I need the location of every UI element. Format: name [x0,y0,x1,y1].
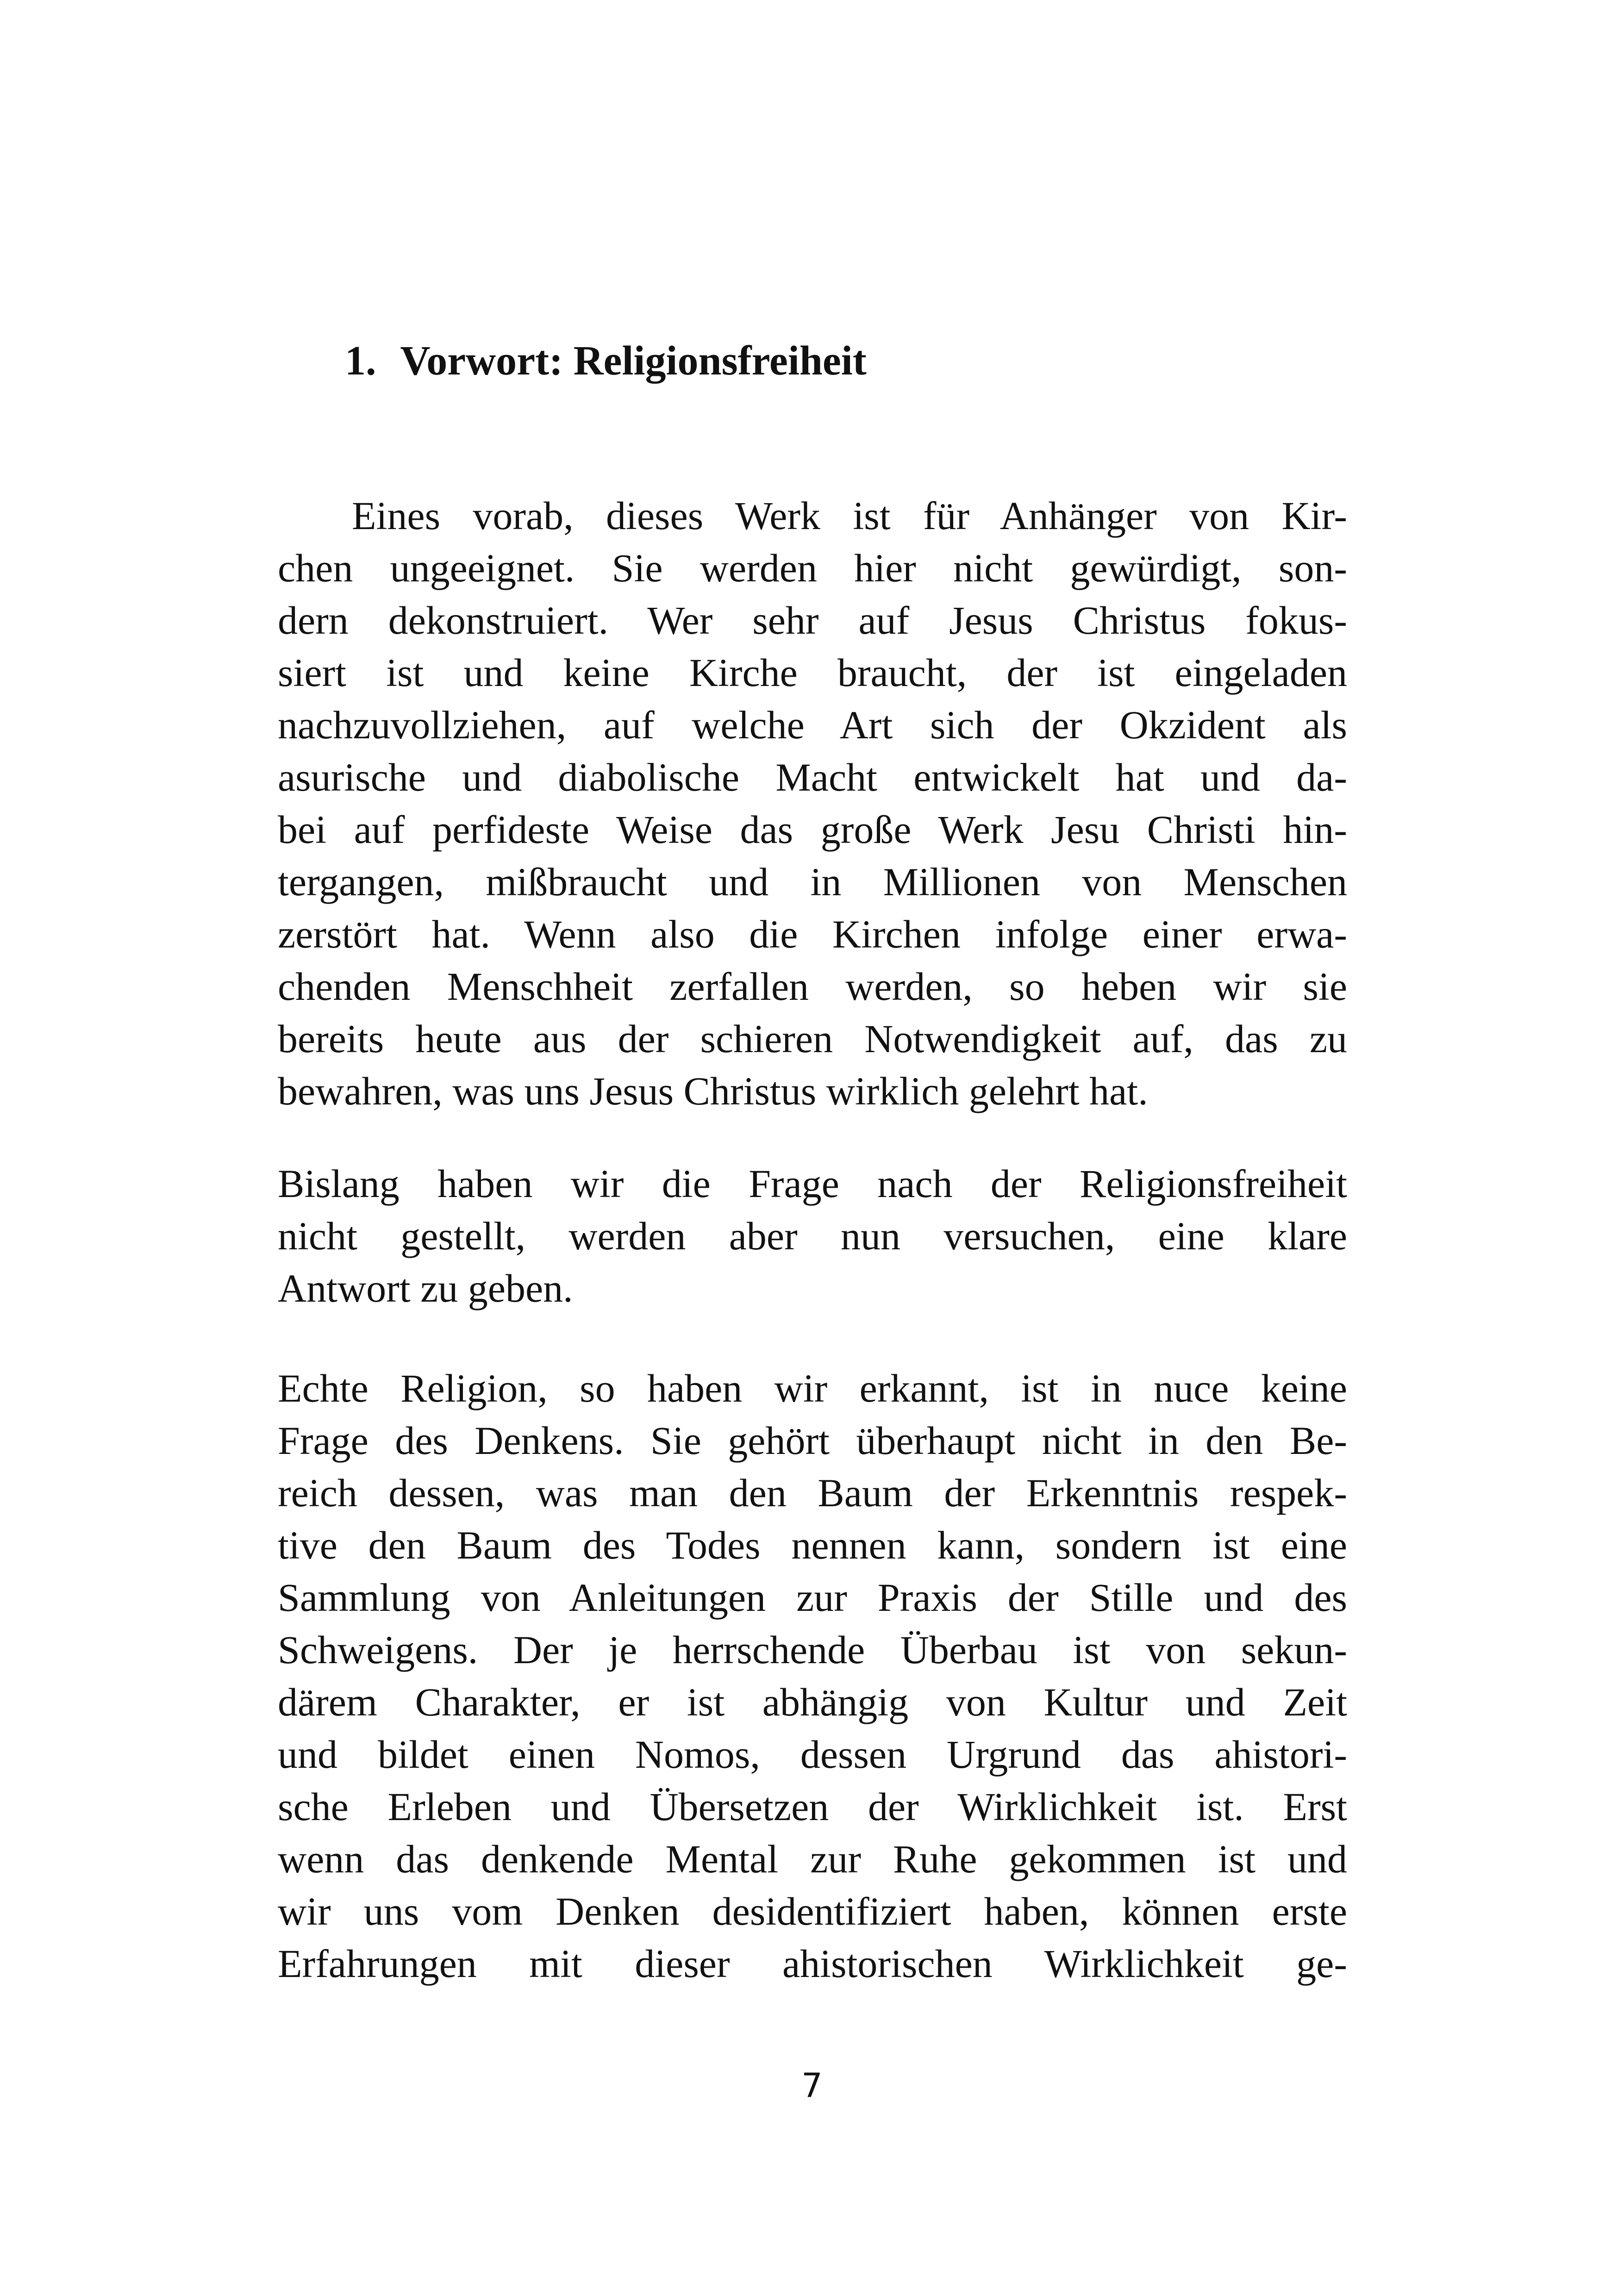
text-line: siert ist und keine Kirche braucht, der ist eingeladen [278,650,1347,695]
page-number: 7 [801,2066,823,2105]
text-line: reich dessen, was man den Baum der Erkenntnis respek- [278,1471,1347,1515]
chapter-heading [345,324,867,398]
paragraph-2 [278,1158,1347,1315]
text-line: nachzuvollziehen, auf welche Art sich der Okzident als [278,703,1347,747]
text-line: Bislang haben wir die Frage nach der Religionsfreiheit [278,1161,1347,1206]
text-line: Sammlung von Anleitungen zur Praxis der Stille und des [278,1575,1347,1620]
text-line: tive den Baum des Todes nennen kann, sondern ist eine [278,1523,1347,1567]
text-line: bereits heute aus der schieren Notwendigkeit auf, das zu [278,1017,1347,1061]
text-line: Erfahrungen mit dieser ahistorischen Wirklichkeit ge- [278,1941,1347,1986]
text-line: bewahren, was uns Jesus Christus wirklich gelehrt hat. [278,1069,1148,1113]
text-line: Frage des Denkens. Sie gehört überhaupt nicht in den Be- [278,1418,1347,1463]
chapter-number: 1. [345,338,376,384]
text-line: nicht gestellt, werden aber nun versuchen, eine klare [278,1214,1347,1258]
text-line: chen ungeeignet. Sie werden hier nicht gewürdigt, son- [278,546,1347,590]
text-line: chenden Menschheit zerfallen werden, so heben wir sie [278,964,1347,1009]
text-line: Echte Religion, so haben wir erkannt, ist in nuce keine [278,1366,1347,1410]
text-line: Eines vorab, dieses Werk ist für Anhänger von Kir- [352,493,1347,538]
paragraph-1 [278,490,1347,1117]
text-line: tergangen, mißbraucht und in Millionen von Menschen [278,860,1347,904]
text-line: bei auf perfideste Weise das große Werk Jesu Christi hin- [278,807,1347,852]
text-line: wenn das denkende Mental zur Ruhe gekommen ist und [278,1837,1347,1881]
chapter-title: Vorwort: Religionsfreiheit [400,338,867,384]
text-line: wir uns vom Denken desidentifiziert haben, können erste [278,1889,1347,1933]
text-line: Schweigens. Der je herrschende Überbau ist von sekun- [278,1628,1347,1672]
text-line: dern dekonstruiert. Wer sehr auf Jesus Christus fokus- [278,598,1347,642]
text-line: sche Erleben und Übersetzen der Wirklichkeit ist. Erst [278,1784,1347,1829]
text-line: zerstört hat. Wenn also die Kirchen infolge einer erwa- [278,912,1347,956]
text-line: Antwort zu geben. [278,1266,573,1310]
text-line: därem Charakter, er ist abhängig von Kultur und Zeit [278,1680,1347,1724]
text-line: asurische und diabolische Macht entwickelt hat und da- [278,755,1347,799]
text-line: und bildet einen Nomos, dessen Urgrund das ahistori- [278,1732,1347,1777]
paragraph-3 [278,1362,1347,1990]
